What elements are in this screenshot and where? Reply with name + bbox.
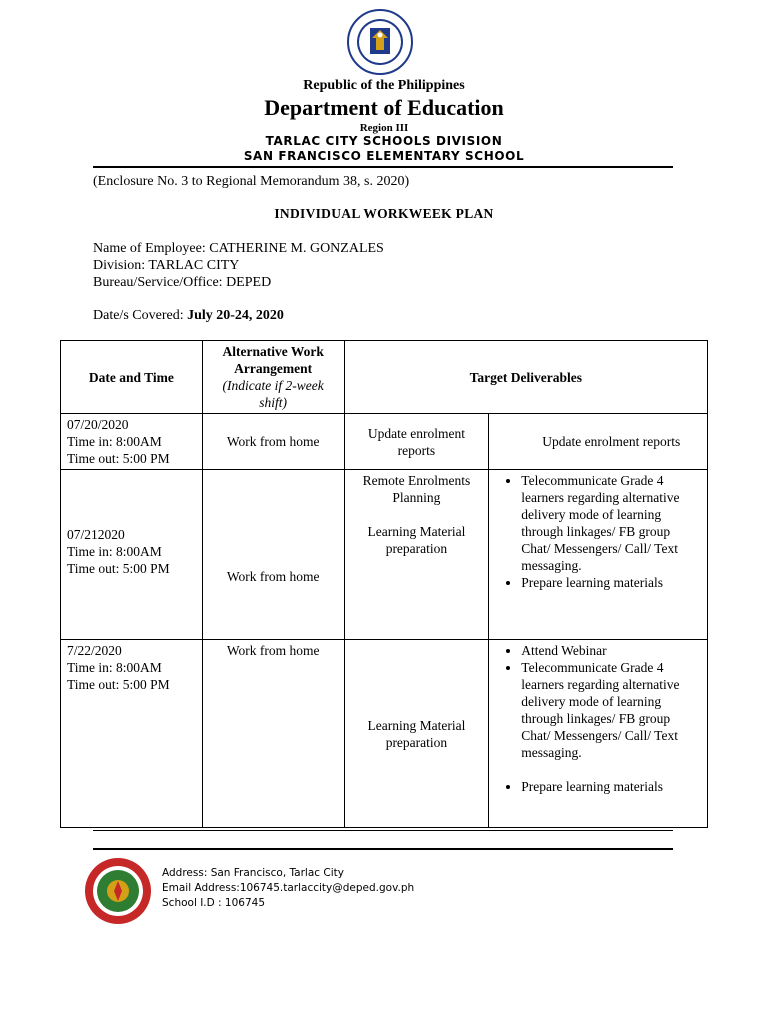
row1-time-in: Time in: 8:00AM bbox=[67, 434, 162, 449]
row1-target: Update enrolment reports bbox=[344, 414, 489, 470]
header-arrangement-note: (Indicate if 2-week shift) bbox=[222, 378, 324, 410]
department-heading: Department of Education bbox=[264, 95, 504, 120]
row3-arrangement: Work from home bbox=[202, 640, 344, 828]
row2-date-cell bbox=[61, 470, 203, 640]
footer-school-id: School I.D : 106745 bbox=[162, 897, 266, 909]
row1-date: 07/20/2020 bbox=[67, 417, 129, 432]
header-deliverables: Target Deliverables bbox=[344, 341, 707, 414]
employee-name: Name of Employee: CATHERINE M. GONZALES bbox=[93, 241, 384, 256]
republic-heading: Republic of the Philippines bbox=[303, 78, 465, 93]
employee-division: Division: TARLAC CITY bbox=[93, 258, 240, 273]
enclosure-note: (Enclosure No. 3 to Regional Memorandum 38, s. 2020) bbox=[93, 174, 410, 189]
list-item: • Prepare learning materials bbox=[521, 778, 701, 795]
division-heading: TARLAC CITY SCHOOLS DIVISION bbox=[265, 134, 503, 148]
row3-date: 7/22/2020 bbox=[67, 643, 122, 658]
school-logo bbox=[84, 857, 152, 925]
list-item: • Telecommunicate Grade 4 learners regarding alternative delivery mode of learning through linkages/ FB group Chat/ Messengers/ Call/ Text messaging. bbox=[521, 659, 701, 761]
footer-divider-thin bbox=[93, 830, 673, 831]
dates-covered-label: Date/s Covered: bbox=[93, 308, 188, 323]
row2-deliverables-cell bbox=[489, 470, 708, 640]
table-row bbox=[61, 414, 708, 470]
row2-arrangement: Work from home bbox=[202, 470, 344, 640]
row3-target: Learning Material preparation bbox=[344, 640, 489, 828]
row1-time-out: Time out: 5:00 PM bbox=[67, 451, 170, 466]
employee-bureau: Bureau/Service/Office: DEPED bbox=[93, 275, 272, 290]
table-row bbox=[61, 640, 708, 828]
list-item: • Telecommunicate Grade 4 learners regarding alternative delivery mode of learning through linkages/ FB group Chat/ Messengers/ Call/ Text messaging. bbox=[521, 472, 701, 574]
row1-arrangement: Work from home bbox=[202, 414, 344, 470]
row2-deliverables-list bbox=[495, 472, 701, 591]
footer-divider-thick bbox=[93, 848, 673, 850]
document-title: INDIVIDUAL WORKWEEK PLAN bbox=[274, 206, 494, 221]
header-date-time: Date and Time bbox=[61, 341, 203, 414]
row2-target-2: Learning Material preparation bbox=[367, 524, 466, 556]
header-divider bbox=[93, 166, 673, 168]
dates-covered bbox=[93, 307, 284, 324]
row3-date-cell bbox=[61, 640, 203, 828]
row3-time-out: Time out: 5:00 PM bbox=[67, 677, 170, 692]
row3-time-in: Time in: 8:00AM bbox=[67, 660, 162, 675]
region-heading: Region III bbox=[359, 122, 409, 134]
footer-email[interactable]: Email Address:106745.tarlaccity@deped.gov.ph bbox=[162, 882, 415, 894]
dates-covered-value: July 20-24, 2020 bbox=[187, 308, 284, 323]
row3-deliverables-list bbox=[495, 642, 701, 795]
header-arrangement-line2: Arrangement bbox=[234, 361, 313, 376]
deped-seal-logo bbox=[340, 8, 420, 76]
row2-target-cell bbox=[344, 470, 489, 640]
footer-contact bbox=[162, 866, 414, 911]
row3-deliverables-cell bbox=[489, 640, 708, 828]
row2-target-1: Remote Enrolments Planning bbox=[362, 473, 471, 505]
header-arrangement-line1: Alternative Work bbox=[222, 344, 324, 359]
table-row bbox=[61, 470, 708, 640]
footer-address: Address: San Francisco, Tarlac City bbox=[162, 867, 344, 879]
list-item: • Attend Webinar bbox=[521, 642, 701, 659]
row1-deliverable: Update enrolment reports bbox=[489, 414, 708, 470]
school-heading: SAN FRANCISCO ELEMENTARY SCHOOL bbox=[243, 149, 525, 163]
table-header-row bbox=[61, 341, 708, 414]
workweek-table bbox=[60, 340, 708, 828]
row2-time-in: Time in: 8:00AM bbox=[67, 544, 162, 559]
row1-date-cell bbox=[61, 414, 203, 470]
row2-time-out: Time out: 5:00 PM bbox=[67, 561, 170, 576]
row2-date: 07/212020 bbox=[67, 527, 125, 542]
header-arrangement bbox=[202, 341, 344, 414]
list-item: • Prepare learning materials bbox=[521, 574, 701, 591]
